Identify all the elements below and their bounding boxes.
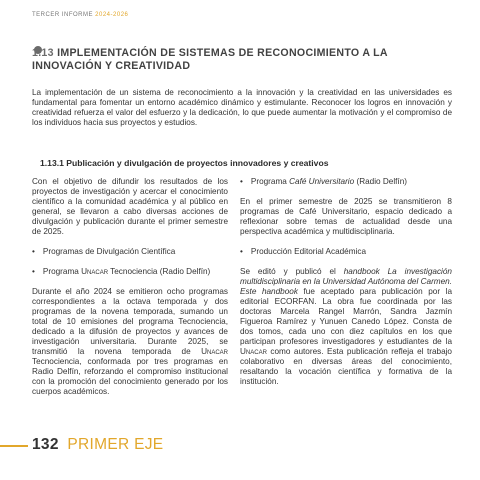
right-paragraph-2-d: como autores. Esta publicación refleja el trabajo colaborativo en diversas áreas del conocimiento, resaltando la vocación científica y formativa de la institución. [240,347,452,386]
page-number: 132 [32,436,59,453]
left-bullet-2-a: Programa [42,267,82,276]
right-bullet-1: • Programa Café Universitario (Radio Delfín) [240,177,407,186]
section-heading [32,47,452,73]
right-paragraph-1: En el primer semestre de 2025 se transmitieron 8 programas de Café Universitario, espacio dedicado a reflexionar sobre temas de actualidad desde una perspectiva académica y multidisciplinaria. [240,197,452,236]
right-bullet-2-text: Producción Editorial Académica [250,247,367,256]
left-bullet-2-text [43,267,210,277]
section-label: PRIMER EJE [67,436,164,453]
left-bullet-1: • Programas de Divulgación Científica [32,247,176,256]
left-bullet-2: • Programa Unacar Tecnociencia (Radio Delfín) [32,267,211,276]
subsection-heading [40,158,329,168]
subsection-title: Publicación y divulgación de proyectos innovadores y creativos [66,158,329,168]
right-bullet-1-italic: Café Universitario [289,177,355,186]
right-paragraph-2-italic: handbook La investigación multidisciplinaria en la Universidad Autónoma del Carmen. Este handbook [240,267,452,296]
right-paragraph-2-a: Se editó y publicó el [240,267,344,276]
right-bullet-2: • Producción Editorial Académica [240,247,367,256]
section-number: 1.13 [32,47,54,59]
left-paragraph-2-unacar: Unacar [201,347,228,356]
left-paragraph-2 [32,287,228,397]
left-bullet-2-c: Tecnociencia (Radio Delfín) [108,267,211,276]
section-intro: La implementación de un sistema de reconocimiento a la innovación y la creatividad en las universidades es fundamental para fomentar un entorno académico dinámico y estimulante. Reconocer los logros en innovación y creatividad refuerza el valor del esfuerzo y la dedicación, lo que puede aumentar la motivación y el compromiso de los individuos hacia sus proyectos y estudios. [32,88,452,127]
left-bullet-1-text: Programas de Divulgación Científica [42,247,176,256]
report-years: 2024-2026 [95,12,129,18]
left-paragraph-1: Con el objetivo de difundir los resultados de los proyectos de investigación y acercar el conocimiento científico a la comunidad académica y al público en general, se llevaron a cabo diversas acciones de divulgación y publicación durante el primer semestre de 2025. [32,177,228,236]
right-bullet-1-text [251,177,407,187]
report-title: TERCER INFORME [32,12,93,18]
right-column [240,177,452,387]
page-footer [32,436,163,454]
left-paragraph-2-a: Durante el año 2024 se emitieron ocho programas correspondientes a la octava temporada y dos programas de la novena temporada, sumando un total de 10 emisiones del programa Tecnociencia, dedicado a la difusión de proyectos y avances de investigación universitaria. Durante 2025, se transmitió la novena temporada de [32,287,228,356]
right-bullet-1-a: Programa [250,177,290,186]
report-header [32,12,128,18]
left-column [32,177,228,397]
section-title: IMPLEMENTACIÓN DE SISTEMAS DE RECONOCIMIENTO A LA INNOVACIÓN Y CREATIVIDAD [32,47,388,72]
subsection-number: 1.13.1 [40,158,64,168]
right-paragraph-2-c: fue aceptado para publicación por la editorial ECORFAN. La obra fue coordinada por las doctoras Marcela Rangel Marrón, Sandra Jazmín Figueroa Ramírez y Yunuen Canedo López. Consta de dos tomos, cada uno con diez capítulos en los que participan profesores investigadores y estudiantes de la [240,287,452,346]
left-paragraph-2-b: Tecnociencia, conformada por tres programas en Radio Delfín, reforzando el compromiso institucional con la promoción del conocimiento generado por los cuerpos académicos. [32,357,228,396]
right-paragraph-2 [240,267,452,387]
right-paragraph-2-unacar: Unacar [240,347,267,356]
right-bullet-1-c: (Radio Delfín) [354,177,407,186]
left-bullet-2-unacar: Unacar [81,267,109,276]
footer-accent-line [0,445,28,447]
